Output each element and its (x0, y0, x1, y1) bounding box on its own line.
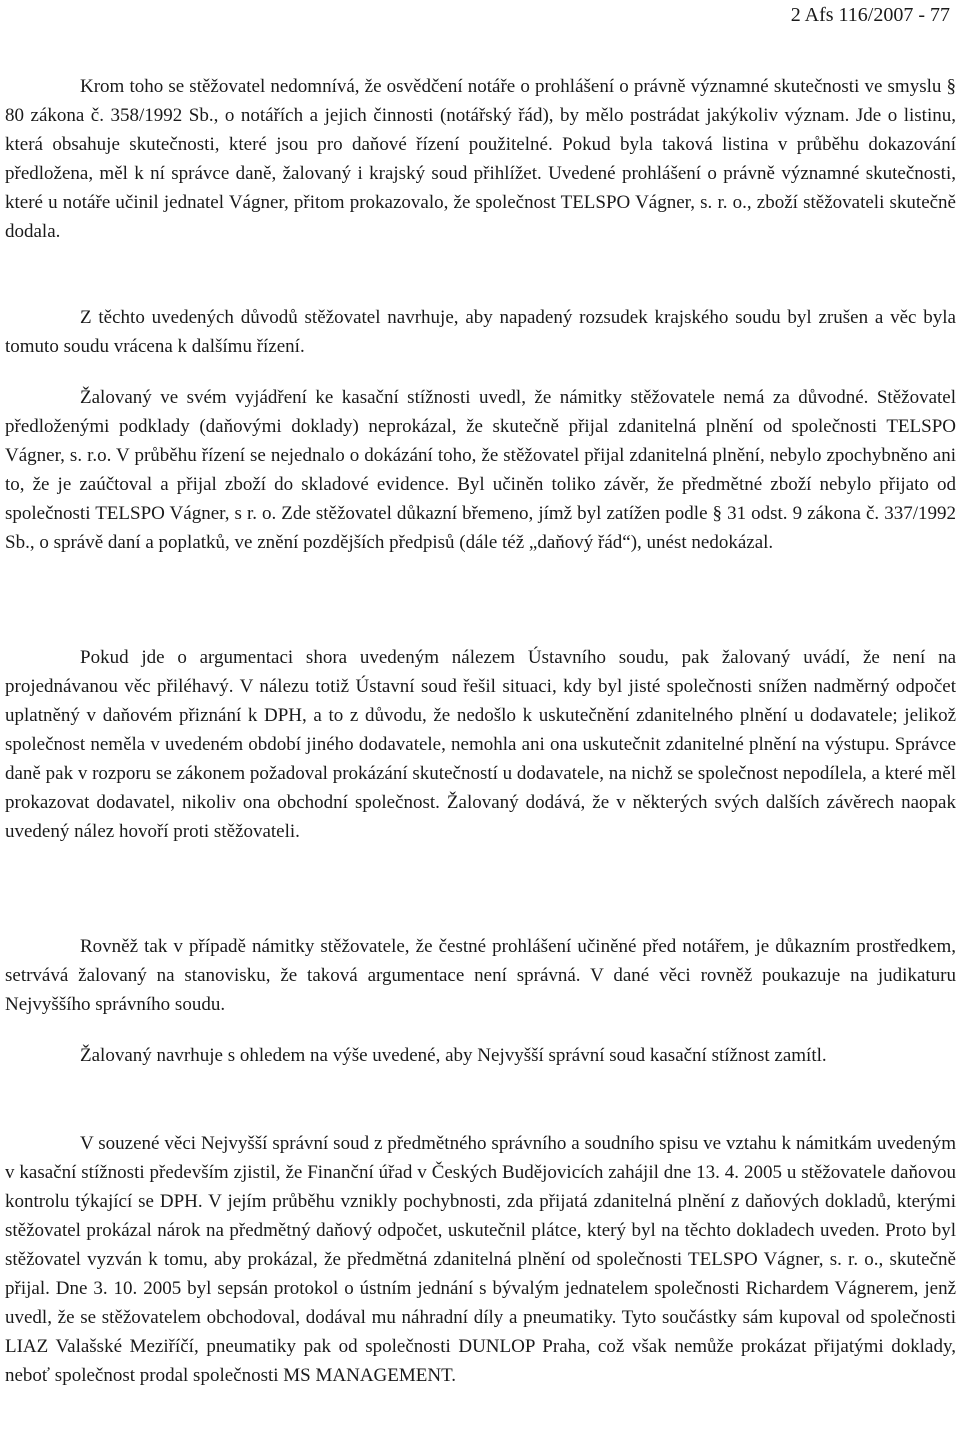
paragraph-proposal: Z těchto uvedených důvodů stěžovatel navrhuje, aby napadený rozsudek krajského soudu byl zrušen a věc byla tomuto soudu vrácena k dalšímu řízení. (5, 307, 956, 357)
paragraph-dismissal-request: Žalovaný navrhuje s ohledem na výše uvedené, aby Nejvyšší správní soud kasační stížnost zamítl. (80, 1045, 827, 1066)
paragraph-constitutional-court: Pokud jde o argumentaci shora uvedeným nálezem Ústavního soudu, pak žalovaný uvádí, že není na projednávanou věc přiléhavý. V nálezu totiž Ústavní soud řešil situaci, kdy byl jisté společnosti snížen nadměrný odpočet uplatněný v daňovém přiznání k DPH, a to z důvodu, že nedošlo k uskutečnění zdanitelného plnění u dodavatele; jelikož společnost neměla v uvedeném období jiného dodavatele, nemohla ani ona uskutečnit zdanitelné plnění na výstupu. Správce daně pak v rozporu se zákonem požadoval prokázání skutečností u dodavatele, na nichž se společnost nepodílela, a které měl prokazovat dodavatel, nikoliv ona obchodní společnost. Žalovaný dodává, že v některých svých dalších závěrech naopak uvedený nález hovoří proti stěžovateli. (5, 647, 956, 842)
paragraph-defendant-response: Žalovaný ve svém vyjádření ke kasační stížnosti uvedl, že námitky stěžovatele nemá za důvodné. Stěžovatel předloženými podklady (daňovými doklady) neprokázal, že skutečně přijal zdanitelná plnění od společnosti TELSPO Vágner, s. r.o. V průběhu řízení se nejednalo o dokázání toho, že stěžovatel přijal zdanitelná plnění, nebylo zpochybněno ani to, že je zaúčtoval a přijal zboží do skladové evidence. Byl učiněn toliko závěr, že předmětné zboží nebylo přijato od společnosti TELSPO Vágner, s r. o. Zde stěžovatel důkazní břemeno, jímž byl zatížen podle § 31 odst. 9 zákona č. 337/1992 Sb., o správě daní a poplatků, ve znění pozdějších předpisů (dále též „daňový řád“), unést nedokázal. (5, 387, 956, 553)
paragraph-affidavit: Rovněž tak v případě námitky stěžovatele, že čestné prohlášení učiněné před notářem, je důkazním prostředkem, setrvává žalovaný na stanovisku, že taková argumentace není správná. V dané věci rovněž poukazuje na judikaturu Nejvyššího správního soudu. (5, 936, 956, 1015)
paragraph-notary-declaration: Krom toho se stěžovatel nedomnívá, že osvědčení notáře o prohlášení o právně významné skutečnosti ve smyslu § 80 zákona č. 358/1992 Sb., o notářích a jejich činnosti (notářský řád), by mělo postrádat jakýkoliv význam. Jde o listinu, která obsahuje skutečnosti, které jsou pro daňové řízení použitelné. Pokud byla taková listina v průběhu dokazování předložena, měl k ní správce daně, žalovaný i krajský soud přihlížet. Uvedené prohlášení o právně významné skutečnosti, které u notáře učinil jednatel Vágner, přitom prokazovalo, že společnost TELSPO Vágner, s. r. o., zboží stěžovateli skutečně dodala. (5, 76, 956, 242)
case-number-header: 2 Afs 116/2007 - 77 (790, 4, 950, 26)
paragraph-court-findings: V souzené věci Nejvyšší správní soud z předmětného správního a soudního spisu ve vztahu k námitkám uvedeným v kasační stížnosti především zjistil, že Finanční úřad v Českých Budějovicích zahájil dne 13. 4. 2005 u stěžovatele daňovou kontrolu týkající se DPH. V jejím průběhu vznikly pochybnosti, zda přijatá zdanitelná plnění z daňových dokladů, kterými stěžovatel prokázal nárok na předmětný daňový odpočet, uskutečnil plátce, který byl na těchto dokladech uveden. Proto byl stěžovatel vyzván k tomu, aby prokázal, že předmětná zdanitelná plnění od společnosti TELSPO Vágner, s. r. o., skutečně přijal. Dne 3. 10. 2005 byl sepsán protokol o ústním jednání s bývalým jednatelem společnosti Richardem Vágnerem, jenž uvedl, že se stěžovatelem obchodoval, dodával mu náhradní díly a pneumatiky. Tyto součástky sám kupoval od společnosti LIAZ Valašské Meziříčí, pneumatiky pak od společnosti DUNLOP Praha, což však nemůže prokázat přijatými doklady, neboť společnost prodal společnosti MS MANAGEMENT. (5, 1133, 956, 1386)
document-page (5, 0, 956, 1456)
